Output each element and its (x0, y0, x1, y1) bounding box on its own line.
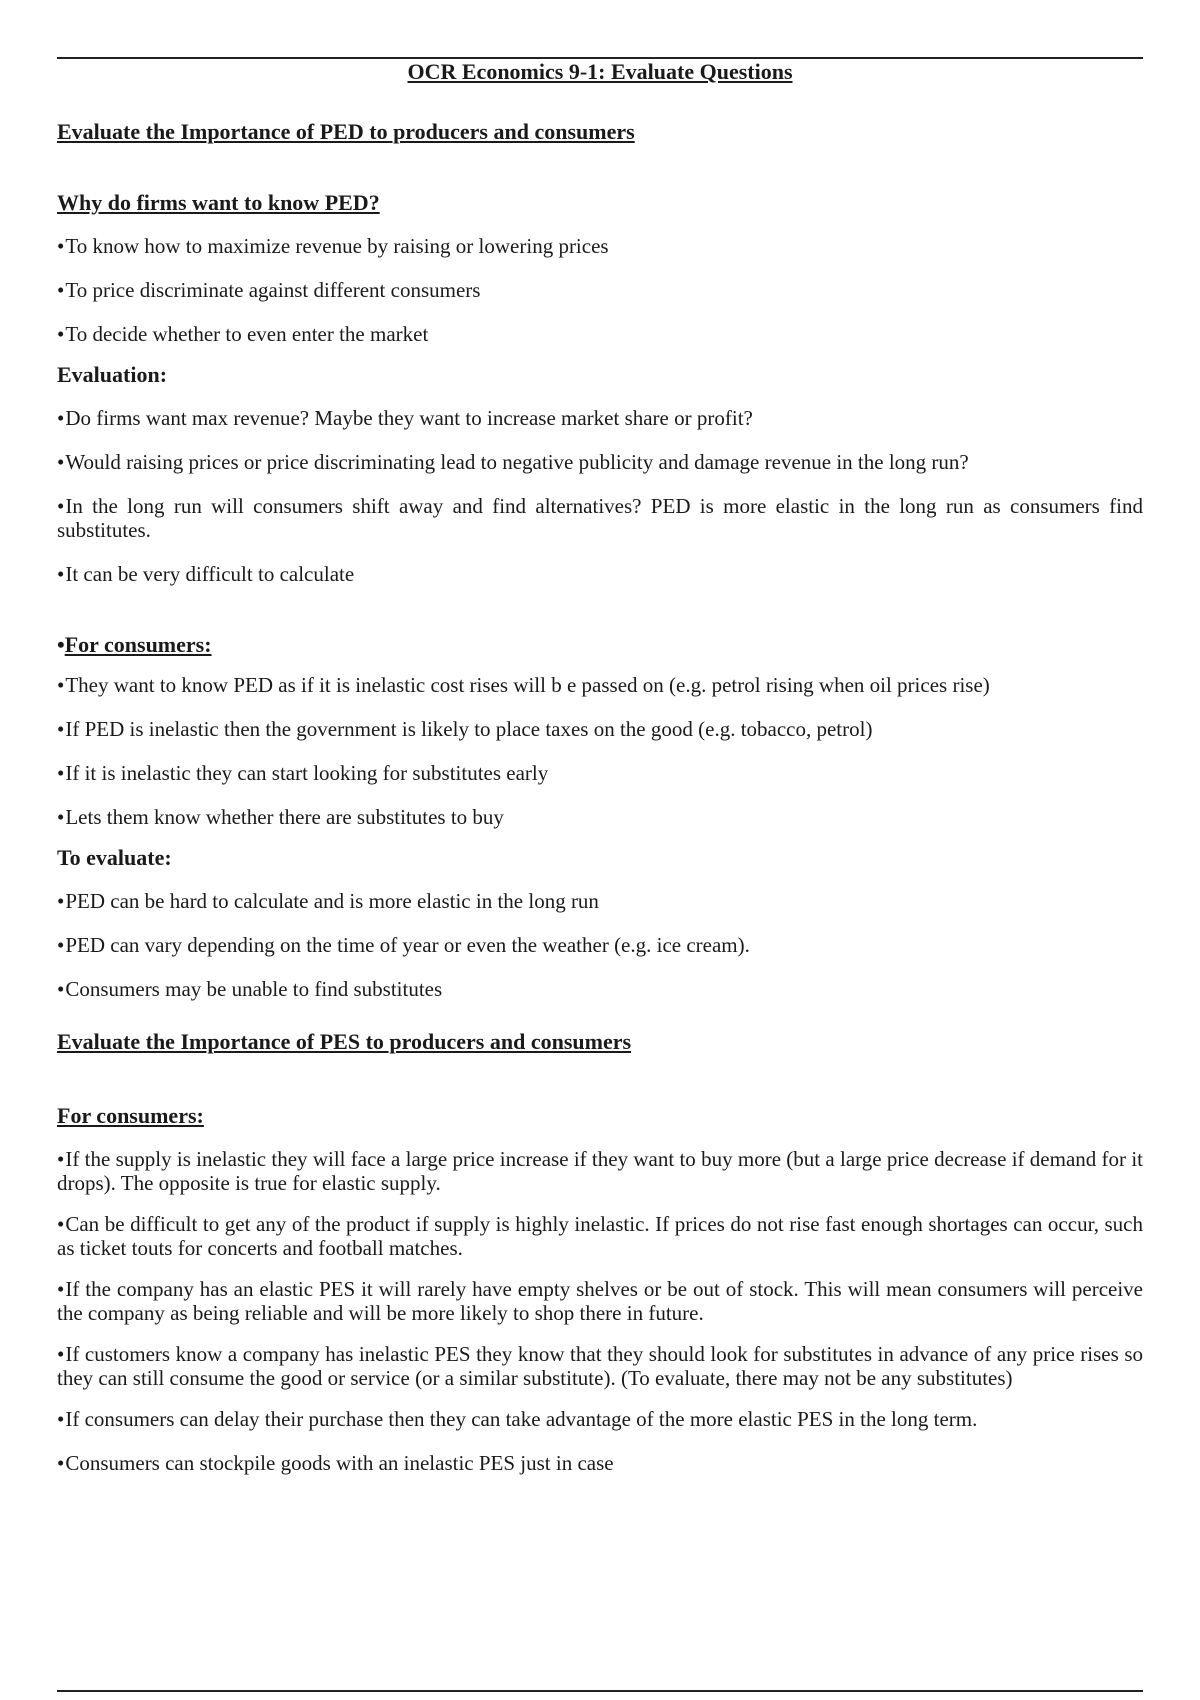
list-item: •If the company has an elastic PES it will rarely have empty shelves or be out of stock. This will mean consumers will perceive the company as being reliable and will be more likely to shop there in future. (57, 1277, 1143, 1325)
list-item: •If customers know a company has inelastic PES they know that they should look for substitutes in advance of any price rises so they can still consume the good or service (or a similar substitute). (To evaluate, there may not be any substitutes) (57, 1342, 1143, 1390)
ped-consumers-heading: •For consumers: (57, 632, 212, 657)
bottom-rule (57, 1690, 1143, 1692)
list-item: •Consumers may be unable to find substitutes (57, 977, 443, 1001)
list-item: •If consumers can delay their purchase then they can take advantage of the more elastic PES in the long term. (57, 1407, 978, 1431)
list-item: •Lets them know whether there are substitutes to buy (57, 805, 504, 829)
list-item: •PED can vary depending on the time of year or even the weather (e.g. ice cream). (57, 933, 750, 957)
ped-section-heading: Evaluate the Importance of PED to producers and consumers (57, 119, 635, 144)
list-item: •To decide whether to even enter the market (57, 322, 429, 346)
list-item: •To know how to maximize revenue by raising or lowering prices (57, 234, 609, 258)
list-item: •Can be difficult to get any of the product if supply is highly inelastic. If prices do not rise fast enough shortages can occur, such as ticket touts for concerts and football matches. (57, 1212, 1143, 1260)
to-evaluate-label: To evaluate: (57, 845, 172, 870)
evaluation-label: Evaluation: (57, 362, 168, 387)
list-item: •If PED is inelastic then the government is likely to place taxes on the good (e.g. tobacco, petrol) (57, 717, 873, 741)
list-item: •PED can be hard to calculate and is more elastic in the long run (57, 889, 599, 913)
list-item: •To price discriminate against different consumers (57, 278, 481, 302)
pes-consumers-heading: For consumers: (57, 1103, 204, 1128)
firms-heading: Why do firms want to know PED? (57, 190, 380, 215)
list-item: •If it is inelastic they can start looking for substitutes early (57, 761, 549, 785)
list-item: •If the supply is inelastic they will face a large price increase if they want to buy more (but a large price decrease if demand for it drops). The opposite is true for elastic supply. (57, 1147, 1143, 1195)
list-item: •Do firms want max revenue? Maybe they want to increase market share or profit? (57, 406, 753, 430)
list-item: •Consumers can stockpile goods with an inelastic PES just in case (57, 1451, 614, 1475)
list-item: •Would raising prices or price discriminating lead to negative publicity and damage revenue in the long run? (57, 450, 969, 474)
pes-section-heading: Evaluate the Importance of PES to producers and consumers (57, 1029, 632, 1054)
list-item: •It can be very difficult to calculate (57, 562, 355, 586)
document-page (57, 58, 1143, 1475)
list-item: •In the long run will consumers shift away and find alternatives? PED is more elastic in the long run as consumers find substitutes. (57, 494, 1143, 542)
document-title: OCR Economics 9-1: Evaluate Questions (407, 59, 793, 84)
list-item: •They want to know PED as if it is inelastic cost rises will b e passed on (e.g. petrol rising when oil prices rise) (57, 673, 990, 697)
